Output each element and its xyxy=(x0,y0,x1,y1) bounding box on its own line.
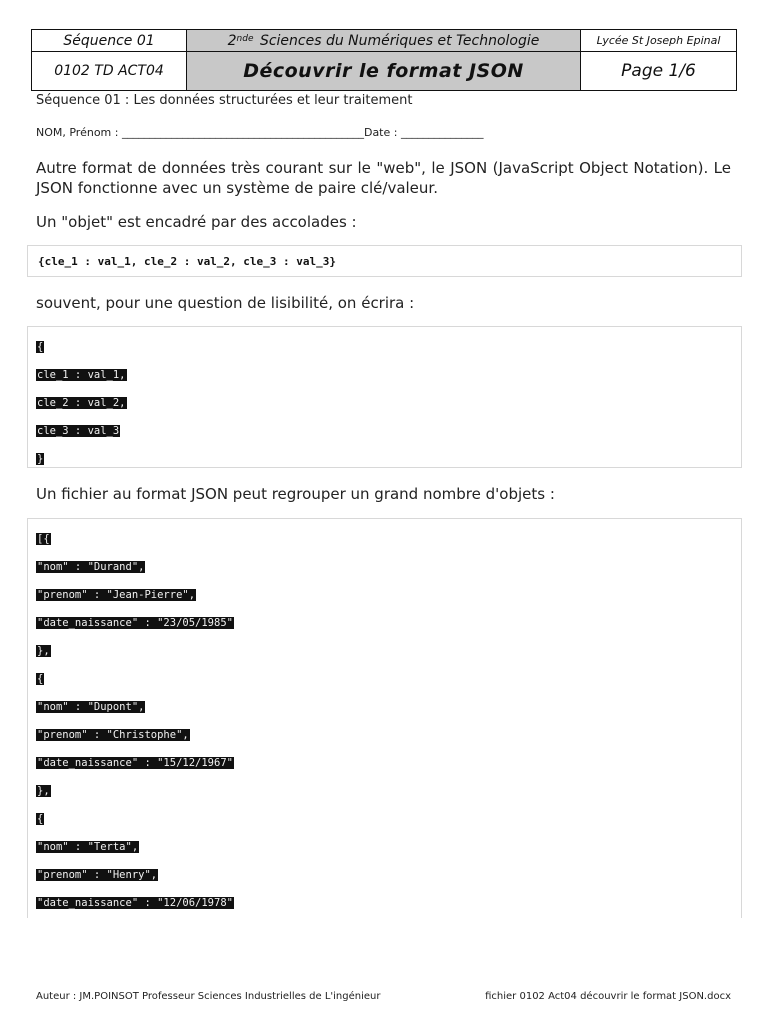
code-line xyxy=(36,555,145,573)
formatted-code-box xyxy=(27,326,742,468)
code-line-text: [{ xyxy=(37,533,50,545)
code-line xyxy=(36,583,196,601)
subject-cell xyxy=(187,30,581,52)
code-line-text: "nom" : "Durand", xyxy=(37,561,145,573)
code-line xyxy=(36,835,139,853)
subject-level-suffix: nde xyxy=(236,33,254,44)
subject-name: Sciences du Numériques et Technologie xyxy=(259,32,540,49)
code-line xyxy=(36,447,44,465)
code-line xyxy=(36,863,158,881)
footer-author: Auteur : JM.POINSOT Professeur Sciences Industrielles de L'ingénieur xyxy=(36,991,381,1002)
code-line-text: "date_naissance" : "23/05/1985" xyxy=(37,617,233,629)
code-line xyxy=(36,419,120,437)
code-line-text: cle_2 : val_2, xyxy=(37,397,126,409)
code-line xyxy=(36,667,44,685)
code-line-text: "nom" : "Dupont", xyxy=(37,701,145,713)
code-line-text: } xyxy=(37,453,44,465)
code-line xyxy=(36,611,234,629)
readability-paragraph: souvent, pour une question de lisibilité, on écrira : xyxy=(36,294,415,312)
inline-code-box xyxy=(27,245,742,277)
code-line-text: { xyxy=(37,341,44,353)
code-line xyxy=(36,335,44,353)
object-paragraph: Un "objet" est encadré par des accolades : xyxy=(36,213,357,231)
code-line-text: cle_1 : val_1, xyxy=(37,369,126,381)
code-line xyxy=(36,723,190,741)
document-title: Découvrir le format JSON xyxy=(187,52,581,90)
code-line xyxy=(36,891,234,909)
sequence-subtitle: Séquence 01 : Les données structurées et leur traitement xyxy=(36,93,413,108)
code-line-text: }, xyxy=(37,645,50,657)
code-line-text: "prenom" : "Henry", xyxy=(37,869,158,881)
code-line-text: "prenom" : "Jean-Pierre", xyxy=(37,589,196,601)
code-line xyxy=(36,391,127,409)
code-line-text: "date_naissance" : "15/12/1967" xyxy=(37,757,233,769)
code-line-text: }, xyxy=(37,785,50,797)
footer-filename: fichier 0102 Act04 découvrir le format JSON.docx xyxy=(485,991,731,1002)
activity-code-cell: 0102 TD ACT04 xyxy=(32,52,187,90)
code-line-text: "nom" : "Terta", xyxy=(37,841,139,853)
code-line-text: { xyxy=(37,813,44,825)
inline-code: {cle_1 : val_1, cle_2 : val_2, cle_3 : val_3} xyxy=(38,255,337,268)
code-line-text: { xyxy=(37,673,44,685)
multi-object-paragraph: Un fichier au format JSON peut regrouper un grand nombre d'objets : xyxy=(36,485,555,503)
school-cell: Lycée St Joseph Epinal xyxy=(581,30,736,52)
code-line xyxy=(36,639,51,657)
name-date-line: NOM, Prénom : ____________________________________________Date : _______________ xyxy=(36,126,484,139)
document-header xyxy=(31,29,737,91)
json-array-code-box xyxy=(27,518,742,918)
code-line xyxy=(36,695,145,713)
code-line xyxy=(36,807,44,825)
sequence-cell: Séquence 01 xyxy=(32,30,187,52)
subject-level: 2 xyxy=(227,32,237,49)
code-line xyxy=(36,751,234,769)
page-number: Page 1/6 xyxy=(621,61,696,81)
code-line xyxy=(36,779,51,797)
intro-paragraph: Autre format de données très courant sur le "web", le JSON (JavaScript Object Notation). Le JSON fonctionne avec un système de paire clé/valeur. xyxy=(36,159,731,197)
code-line-text: cle_3 : val_3 xyxy=(37,425,120,437)
code-line-text: "date_naissance" : "12/06/1978" xyxy=(37,897,233,909)
code-line xyxy=(36,363,127,381)
code-line-text: "prenom" : "Christophe", xyxy=(37,729,189,741)
code-line xyxy=(36,527,51,545)
